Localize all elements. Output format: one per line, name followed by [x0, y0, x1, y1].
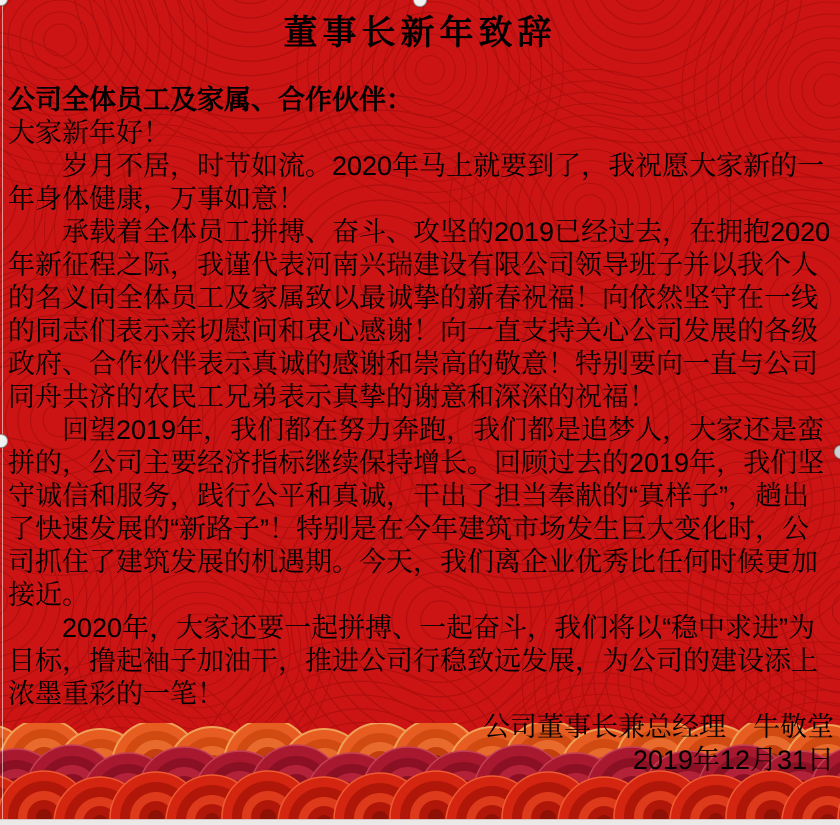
greeting-line[interactable]: 大家新年好！ [8, 118, 170, 148]
paragraph-wishes[interactable]: 岁月不居，时节如流。2020年马上就要到了，我祝愿大家新的一年身体健康，万事如意！ [8, 151, 825, 214]
signature-line[interactable]: 公司董事长兼总经理 牛敬堂 [483, 712, 834, 742]
paragraph-review[interactable]: 回望2019年，我们都在努力奔跑，我们都是追梦人，大家还是蛮拼的，公司主要经济指标继续保持增长。回顾过去的2019年，我们坚守诚信和服务，践行公平和真诚，干出了担当奉献的“真样子”，趟出了快速发展的“新路子”！特别是在今年建筑市场发生巨大变化时，公司抓住了建筑发展的机遇期。今天，我们离企业优秀比任何时候更加接近。 [8, 415, 825, 610]
salutation-line[interactable]: 公司全体员工及家属、合作伙伴： [8, 85, 413, 115]
canvas-bottom-edge [0, 819, 840, 825]
selection-border-left[interactable] [2, 0, 3, 819]
paragraph-outlook[interactable]: 2020年，大家还要一起拼搏、一起奋斗，我们将以“稳中求进”为目标，撸起袖子加油干，推进公司行稳致远发展，为公司的建设添上浓墨重彩的一笔！ [8, 613, 818, 709]
speech-title: 董事长新年致辞 [283, 14, 557, 52]
date-line[interactable]: 2019年12月31日 [632, 745, 834, 775]
paragraph-thanks[interactable]: 承载着全体员工拼搏、奋斗、攻坚的2019已经过去，在拥抱2020年新征程之际，我谨代表河南兴瑞建设有限公司领导班子并以我个人的名义向全体员工及家属致以最诚挚的新春祝福！向依然坚守在一线的同志们表示亲切慰问和衷心感谢！向一直支持关心公司发展的各级政府、合作伙伴表示真诚的感谢和崇高的敬意！特别要向一直与公司同舟共济的农民工兄弟表示真挚的谢意和深深的祝福！ [8, 217, 831, 412]
speech-body [8, 84, 834, 777]
